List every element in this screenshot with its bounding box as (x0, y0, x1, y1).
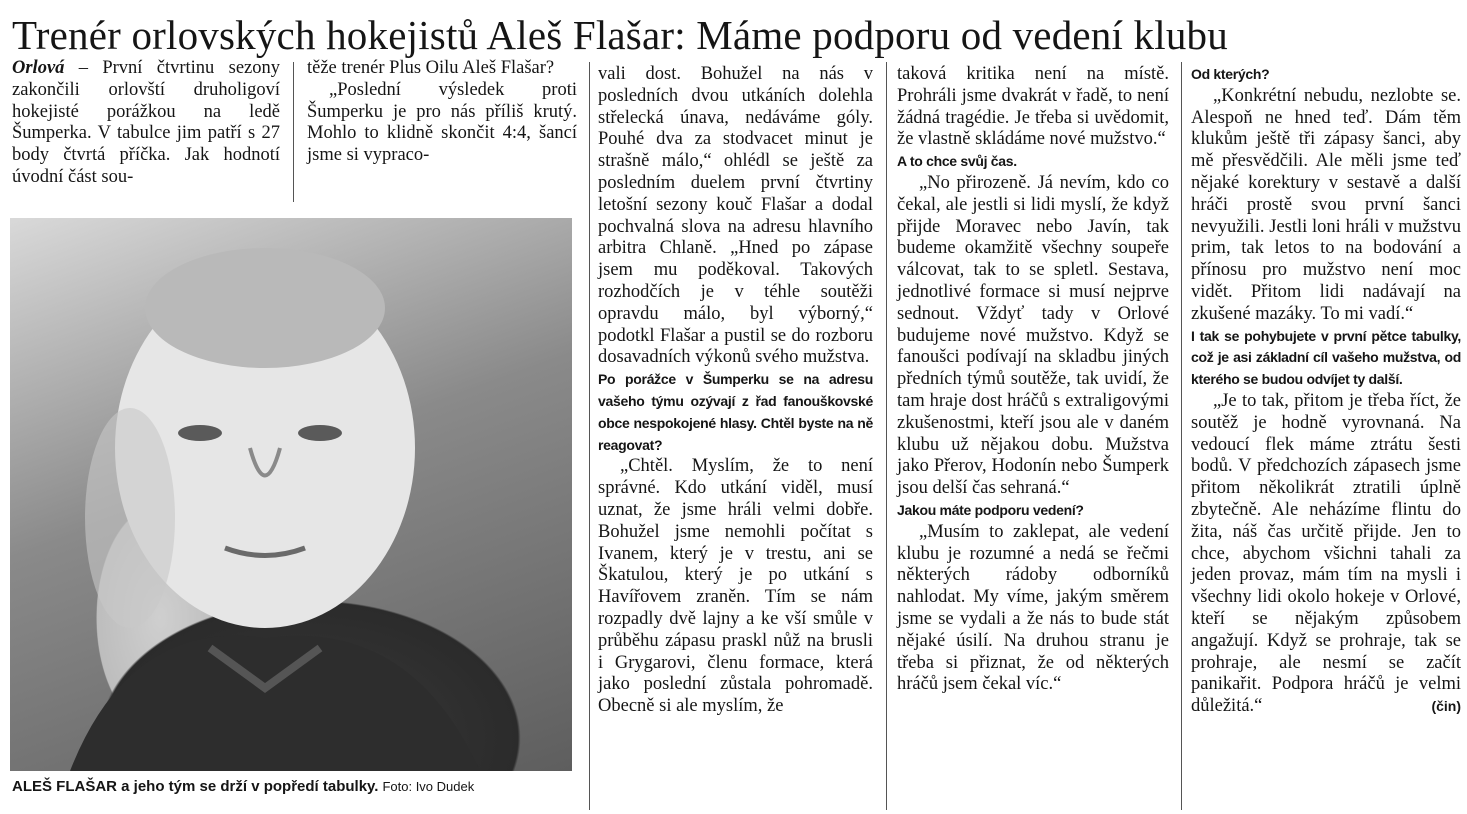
question-time: A to chce svůj čas. (897, 153, 1017, 170)
column-rule-4 (1181, 62, 1182, 810)
photo-caption (12, 776, 572, 798)
dateline: Orlová (12, 58, 65, 78)
column-4 (897, 64, 1169, 696)
col5-paragraph-2 (1191, 391, 1461, 718)
col4-paragraph-2: „No přirozeně. Já nevím, kdo co čekal, ale jestli si lidi myslí, že když přijde Moravec nebo Javín, tak budeme okamžitě všechny soupeře válcovat, tak to se spletl. Sestava, jednotlivé formace si musí nejprve sednout. Vždyť tady v Orlové budujeme nové mužstvo. Když se fanoušci podívají na skladbu jiných předních týmů soutěže, tak uvidí, že tam hraje dost hráčů s extraligovými zkušenostmi, kteří jsou ale v daném klubu už nějakou dobu. Mužstva jako Přerov, Hodonín nebo Šumperk jsou delší čas sehraná.“ (897, 172, 1169, 499)
lead-text: – První čtvrtinu sezony zakončili orlovští druholigoví hokejisté porážkou na ledě Šumperka. V tabulce jim patří s 27 body čtvrtá příčka. Jak hodnotí úvodní část sou- (12, 58, 280, 187)
col2-paragraph-1: těže trenér Plus Oilu Aleš Flašar? (307, 58, 555, 78)
column-rule-2 (589, 62, 590, 810)
photo-credit: Foto: Ivo Dudek (382, 779, 475, 794)
caption-name: ALEŠ FLAŠAR (12, 778, 117, 795)
column-3 (598, 64, 873, 718)
col5-paragraph-2-text: „Je to tak, přitom je třeba říct, že soutěž je hodně vyrovnaná. Na vedoucí flek máme ztrátu šesti bodů. V předchozích zápasech jsme přitom několikrát ztratili úplně zbytečně. Ale neházíme flintu do žita, náš čas určitě přijde. Jen to chce, abychom všichni tahali za jeden provaz, mám tím na mysli i všechny lidi okolo hokeje v Orlové, kteří se nějakým způsobem angažují. Když se prohraje, tak se prohraje, ale nesmí se začít panikařit. Podpora hráčů je velmi důležitá.“ (1191, 390, 1461, 717)
column-rule-1 (293, 62, 294, 202)
col3-paragraph-2: „Chtěl. Myslím, že to není správné. Kdo utkání viděl, musí uznat, že jsme hráli velmi dobře. Bohužel jsme nemohli počítat s Ivanem, který je v trestu, ani se Škatulou, který je po utkání s Havířovem zraněn. Tím se nám rozpadly dvě lajny a ke vší smůle v průběhu zápasu praskl nůž na brusli i Grygarovi, členu formace, která jako poslední zůstala pohromadě. Obecně si ale myslím, že (598, 456, 873, 717)
column-2 (307, 58, 577, 167)
column-rule-3 (886, 62, 887, 810)
author-byline: (čin) (1431, 698, 1461, 715)
caption-text: a jeho tým se drží v popředí tabulky. (117, 778, 379, 795)
question-fans: Po porážce v Šumperku se na adresu vašeho týmu ozývají z řad fanouškovské obce nespokojené hlasy. Chtěl byste na ně reagovat? (598, 371, 873, 453)
col2-paragraph-2: „Poslední výsledek proti Šumperku je pro nás příliš krutý. Mohlo to klidně skončit 4:4, šancí jsme si vypraco- (307, 79, 577, 166)
portrait-photo (10, 218, 572, 771)
question-top-five: I tak se pohybujete v první pětce tabulky, což je asi základní cíl vašeho mužstva, od kterého se budou odvíjet ty další. (1191, 327, 1461, 388)
col4-paragraph-3: „Musím to zaklepat, ale vedení klubu je rozumné a nedá se řečmi některých rádoby odborníků nahlodat. My víme, jakým směrem jsme se vydali a že nás to bude stát nějaké úsilí. Na druhou stranu je třeba si přiznat, že od některých hráčů jsem čekal víc.“ (897, 521, 1169, 695)
lead-paragraph (12, 58, 280, 189)
article-headline: Trenér orlovských hokejistů Aleš Flašar: Máme podporu od vedení klubu (12, 12, 1228, 58)
col3-paragraph-1: vali dost. Bohužel na nás v posledních dvou utkáních dolehla střelecká únava, nedáváme góly. Pouhé dva za stodvacet minut je strašně málo,“ ohlédl se ještě za posledním duelem první čtvrtiny letošní sezony kouč Flašar a dodal pochvalná slova na adresu hlavního arbitra Chlaně. „Hned po zápase jsem mu poděkoval. Takových rozhodčích je v téhle soutěži opravdu málo, byl výborný,“ podotkl Flašar a pustil se do rozboru dosavadních výkonů svého mužstva. (598, 64, 873, 368)
question-support: Jakou máte podporu vedení? (897, 501, 1084, 518)
portrait-illustration (10, 218, 572, 771)
question-which: Od kterých? (1191, 66, 1270, 82)
col4-paragraph-1: taková kritika není na místě. Prohráli jsme dvakrát v řadě, to není žádná tragédie. Je třeba si uvědomit, že vlastně skládáme nové mužstvo.“ (897, 64, 1169, 150)
column-5 (1191, 64, 1461, 718)
col5-paragraph-1: „Konkrétní nebudu, nezlobte se. Alespoň ne hned teď. Dám těm klukům ještě tři zápasy šanci, aby mě přesvědčili. Ale měli jsme teď nějaké korektury v sestavě a další hráči prostě svou první šanci nevyužili. Jestli loni hráli v mužstvu prim, tak letos to na bodování a přínosu pro mužstvo není moc vidět. Přitom lidi nadávají na zkušené mazáky. To mi vadí.“ (1191, 85, 1461, 324)
column-1 (12, 58, 280, 189)
